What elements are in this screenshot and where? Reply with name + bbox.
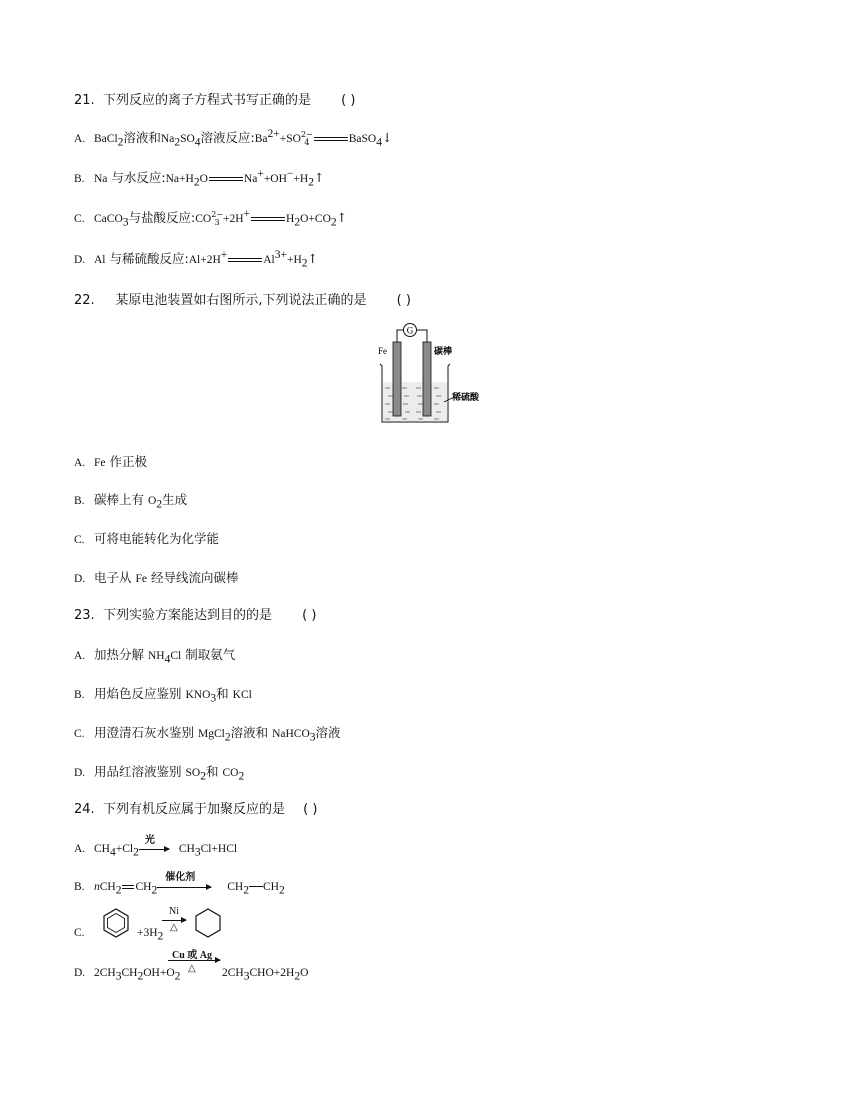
svg-text:碳棒: 碳棒 (434, 347, 453, 357)
q23-option-a: A. 加热分解 $NH_4Cl$ 制取氨气 (74, 647, 236, 666)
q22-option-c: C. 可将电能转化为化学能 (74, 531, 220, 546)
benzene-ring-icon (100, 907, 132, 939)
reaction-arrow: Ni △ (162, 906, 190, 936)
q23-option-b: B. 用焰色反应鉴别 $KNO_3$和 KCl (74, 686, 252, 705)
q24-option-c: C. (74, 927, 85, 939)
q24-option-a: A. $CH_4+Cl_2$ 光 $CH_3Cl+HCl$ (74, 834, 238, 859)
equals-sign (228, 258, 262, 262)
svg-text:稀硫酸: 稀硫酸 (452, 393, 480, 403)
q21-option-d: D. Al 与稀硫酸反应:Al+2H+ $Al^{3+}+H_2↑$ (74, 249, 319, 270)
reaction-arrow: 催化剂 (157, 880, 215, 894)
equals-sign (314, 137, 348, 141)
reaction-arrow: Cu 或 Ag △ (168, 946, 224, 976)
q22-stem: 22. 某原电池装置如右图所示,下列说法正确的是 ( ) (74, 293, 411, 308)
q21-option-c: C. CaCO$_3$与盐酸反应:CO 2− 3 +2H+ $H_2O+CO_2↑$ (74, 208, 348, 229)
q21-stem: 21. 下列反应的离子方程式书写正确的是 ( ) (74, 93, 356, 108)
fe-electrode (393, 342, 401, 416)
galvanic-cell-figure (370, 318, 490, 428)
q22-option-a: A. Fe 作正极 (74, 454, 147, 469)
q24-d-products: $2CH_3CHO+2H_2O$ (222, 967, 309, 983)
equals-sign (209, 177, 243, 181)
q22-option-b: B. 碳棒上有 $O_2$生成 (74, 492, 188, 511)
q23-option-d: D. 用品红溶液鉴别 $SO_2$和 $CO_2$ (74, 764, 245, 783)
reaction-arrow: 光 (139, 842, 173, 856)
q23-option-c: C. 用澄清石灰水鉴别 MgCl$_2$溶液和 NaHCO$_3$溶液 (74, 725, 341, 744)
cyclohexane-ring-icon (192, 907, 224, 939)
q24-c-hydrogen: $+3H_2$ (137, 927, 164, 943)
q22-option-d: D. 电子从 Fe 经导线流向碳棒 (74, 570, 239, 585)
svg-text:Fe: Fe (378, 346, 387, 356)
q24-option-d: D. $2CH_3CH_2OH+O_2$ (74, 967, 181, 983)
equals-sign (251, 217, 285, 221)
q24-stem: 24. 下列有机反应属于加聚反应的是 ( ) (74, 802, 318, 817)
q23-stem: 23. 下列实验方案能达到目的的是 ( ) (74, 608, 317, 623)
svg-text:G: G (406, 325, 414, 336)
carbon-electrode (423, 342, 431, 416)
q24-option-b: B. nCH$_2$ $CH_2$ 催化剂 $CH_2$ $CH_2$ (74, 871, 285, 897)
q21-option-a: A. BaCl$_2$溶液和$Na_2SO_4$溶液反应$:Ba^{2+}+SO$ 2− 4 BaSO$_4$↓ (74, 128, 393, 149)
q21-option-b: B. Na 与水反应$:Na+H_2O$ $Na^++OH^-+H_2↑$ (74, 168, 325, 189)
